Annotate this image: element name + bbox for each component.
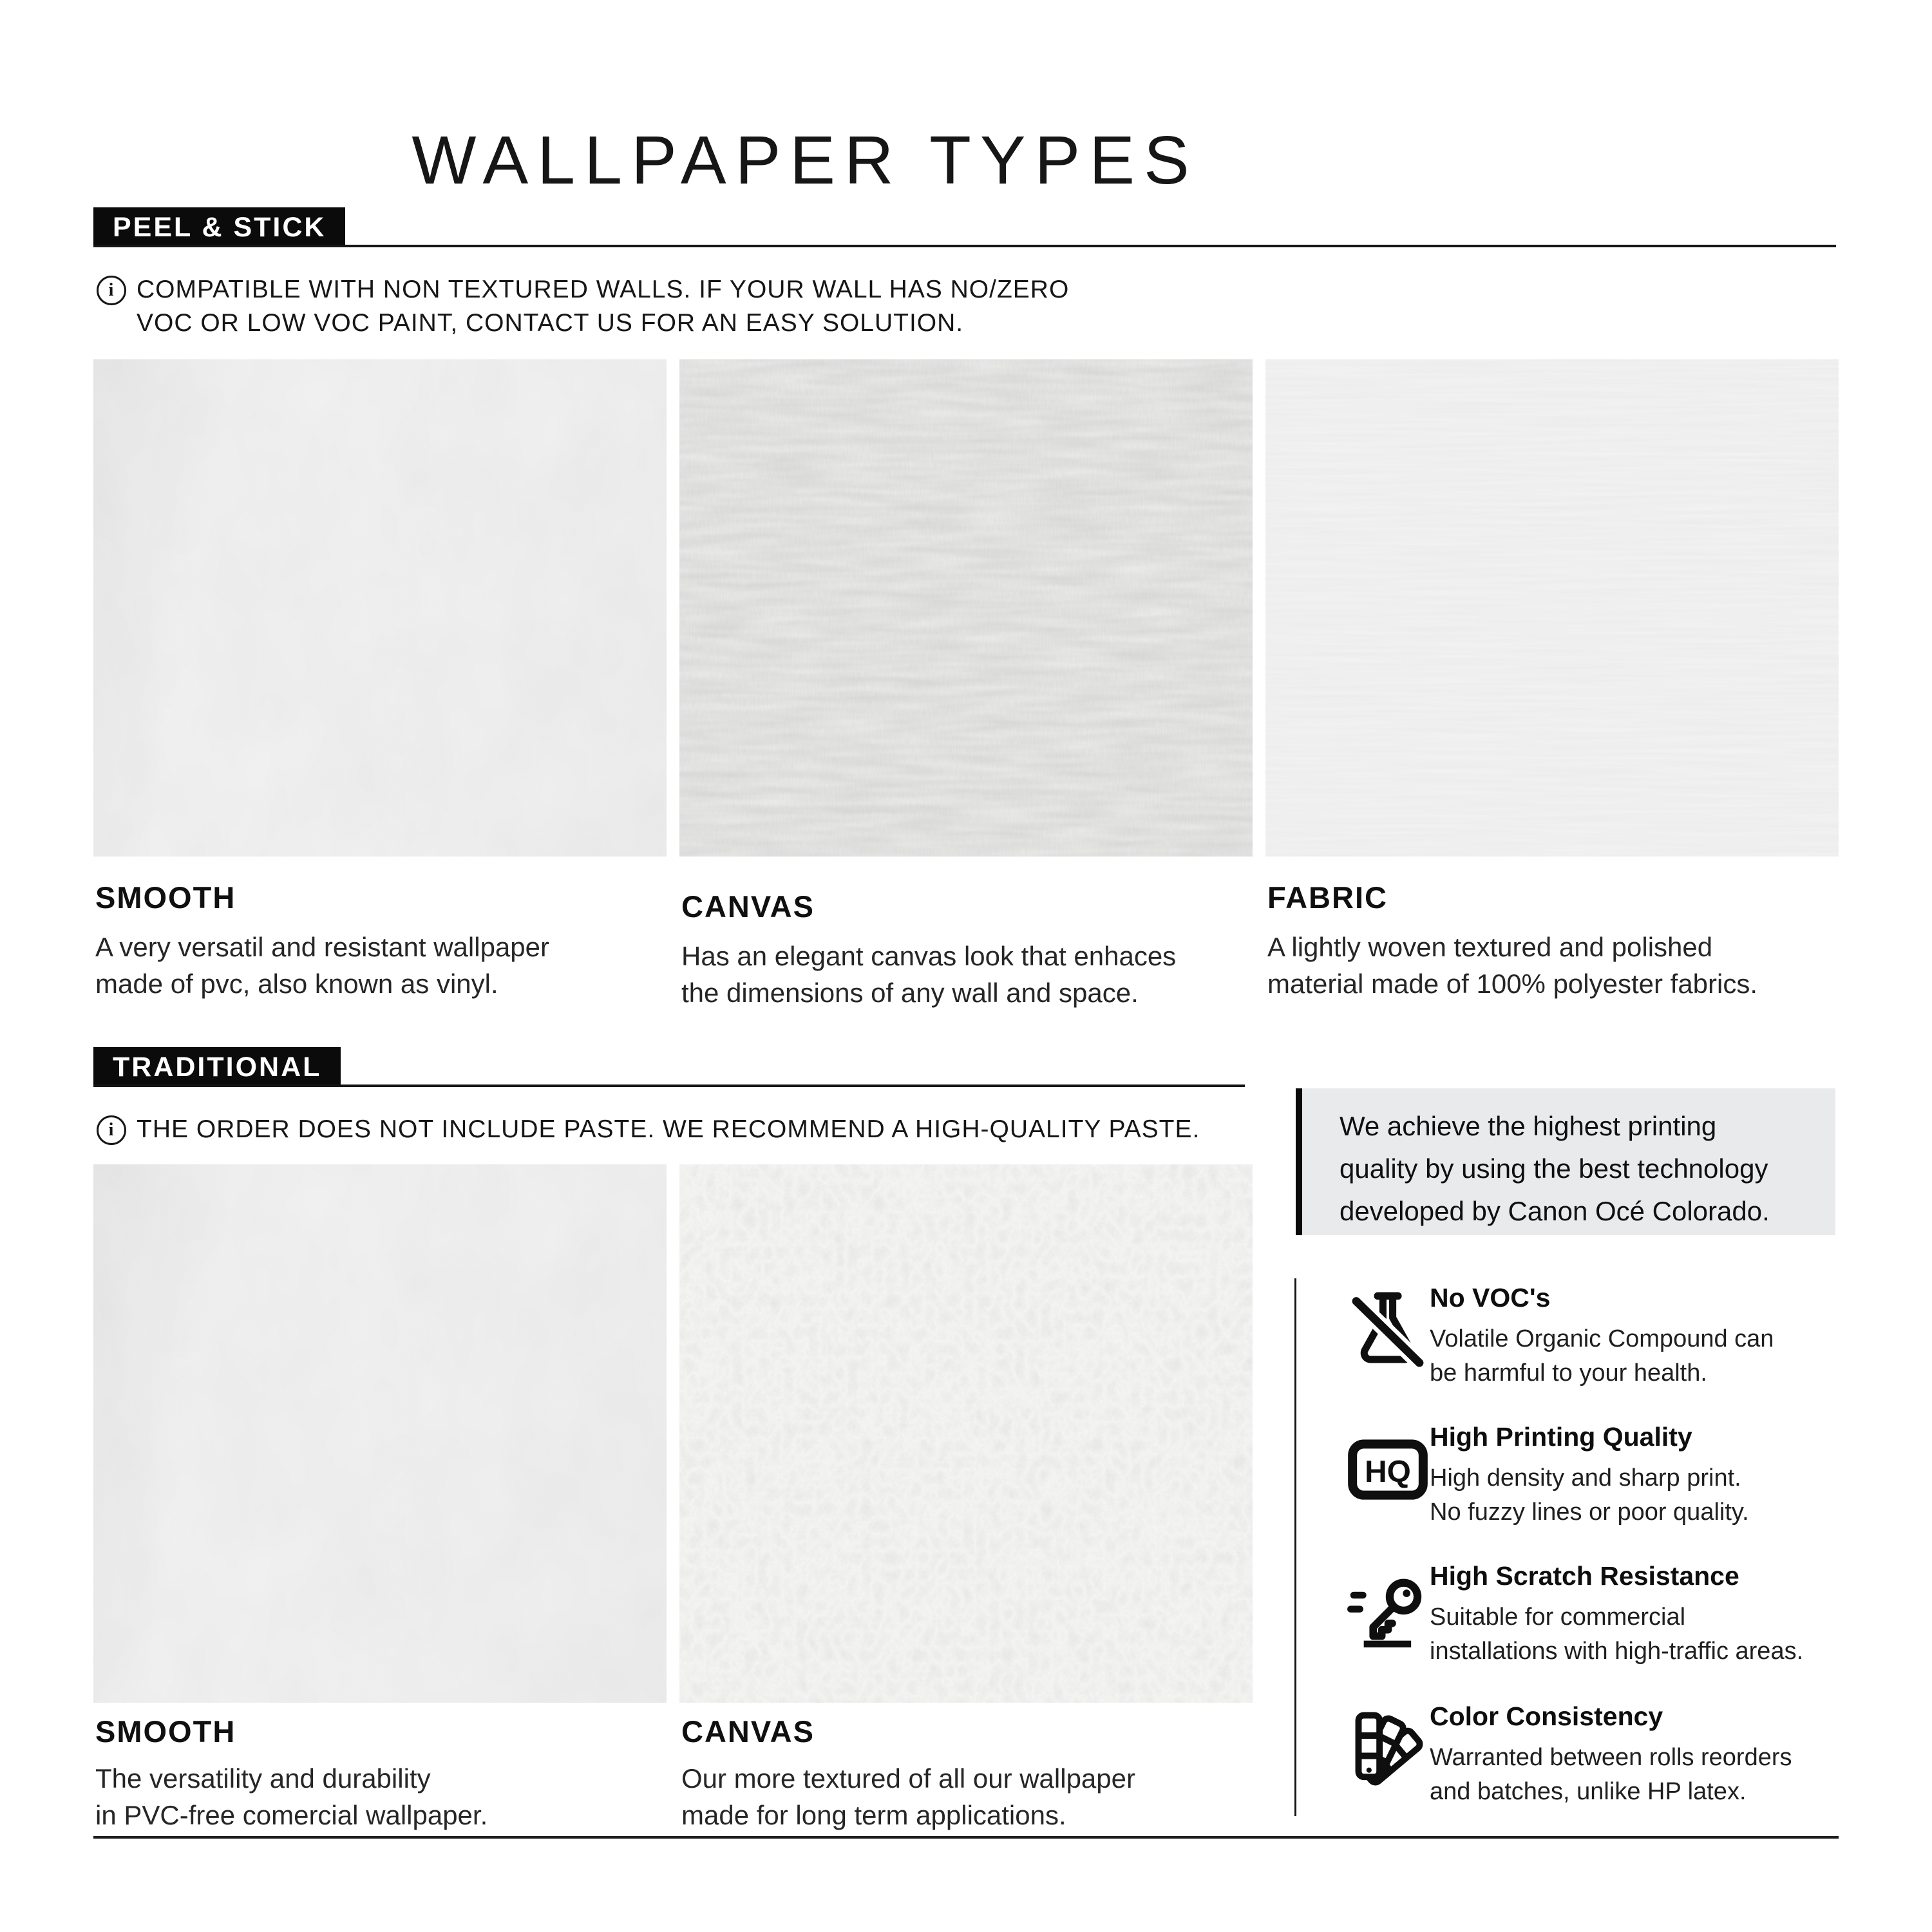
swatch-image-traditional-smooth <box>93 1164 667 1703</box>
hq-badge-icon <box>1343 1425 1433 1515</box>
traditional-note <box>97 1113 1200 1146</box>
bottom-divider-rule <box>93 1836 1839 1839</box>
feature-text <box>1430 1701 1842 1809</box>
color-swatches-icon <box>1343 1704 1433 1794</box>
swatch-name-traditional-smooth: SMOOTH <box>95 1714 236 1748</box>
section-tag-peel-and-stick: PEEL & STICK <box>93 207 345 247</box>
feature-title: Color Consistency <box>1430 1701 1663 1731</box>
swatch-image-traditional-canvas <box>679 1164 1253 1703</box>
canvas-texture <box>679 359 1253 857</box>
svg-text:HQ: HQ <box>1365 1455 1411 1490</box>
section-rule-traditional <box>93 1084 1245 1087</box>
section-tag-traditional: TRADITIONAL <box>93 1047 341 1087</box>
swatch-image-peel-fabric <box>1265 359 1839 857</box>
section-rule-peel-and-stick <box>93 245 1836 247</box>
feature-title: High Scratch Resistance <box>1430 1561 1739 1591</box>
features-divider-line <box>1294 1278 1296 1816</box>
printing-quality-panel <box>1296 1088 1835 1235</box>
smooth-texture <box>93 1164 667 1703</box>
feature-text <box>1430 1283 1842 1390</box>
swatch-name-traditional-canvas: CANVAS <box>681 1714 815 1748</box>
info-icon: i <box>97 276 126 305</box>
swatch-description-peel-canvas: Has an elegant canvas look that enhaces the dimensions of any wall and space. <box>681 941 1177 1008</box>
swatch-image-peel-smooth <box>93 359 667 857</box>
feature-description: Warranted between rolls reorders and batches, unlike HP latex. <box>1430 1744 1792 1805</box>
feature-description: High density and sharp print. No fuzzy lines or poor quality. <box>1430 1464 1749 1526</box>
note-text: THE ORDER DOES NOT INCLUDE PASTE. WE RECOMMEND A HIGH-QUALITY PASTE. <box>137 1115 1200 1143</box>
swatch-description-peel-fabric: A lightly woven textured and polished material made of 100% polyester fabrics. <box>1267 932 1758 999</box>
swatch-name-peel-canvas: CANVAS <box>681 889 815 923</box>
peel-and-stick-note <box>97 273 1069 340</box>
note-text: COMPATIBLE WITH NON TEXTURED WALLS. IF YOUR WALL HAS NO/ZERO VOC OR LOW VOC PAINT, CONTACT US FOR AN EASY SOLUTION. <box>137 276 1070 337</box>
feature-high-scratch-resistance <box>1343 1561 1842 1669</box>
feature-high-printing-quality <box>1343 1422 1842 1530</box>
key-scratch-icon <box>1343 1564 1433 1654</box>
swatch-name-peel-fabric: FABRIC <box>1267 880 1388 914</box>
feature-text <box>1430 1422 1842 1530</box>
feature-text <box>1430 1561 1842 1669</box>
printing-quality-note: We achieve the highest printing quality by using the best technology developed by Canon Océ Colorado. <box>1340 1111 1770 1226</box>
feature-color-consistency <box>1343 1701 1842 1809</box>
info-icon: i <box>97 1115 126 1145</box>
swatch-description-traditional-smooth: The versatility and durability in PVC-free comercial wallpaper. <box>95 1763 488 1830</box>
swatch-name-peel-smooth: SMOOTH <box>95 880 236 914</box>
feature-description: Suitable for commercial installations with high-traffic areas. <box>1430 1604 1804 1665</box>
fabric-texture <box>1265 359 1839 857</box>
no-voc-flask-icon <box>1343 1285 1433 1376</box>
page-title: WALLPAPER TYPES <box>412 122 1198 199</box>
swatch-image-peel-canvas <box>679 359 1253 857</box>
rough-canvas-texture <box>679 1164 1253 1703</box>
smooth-texture <box>93 359 667 857</box>
feature-description: Volatile Organic Compound can be harmful to your health. <box>1430 1325 1774 1387</box>
feature-title: No VOC's <box>1430 1283 1551 1312</box>
swatch-description-traditional-canvas: Our more textured of all our wallpaper made for long term applications. <box>681 1763 1135 1830</box>
feature-title: High Printing Quality <box>1430 1422 1692 1452</box>
feature-no-voc <box>1343 1283 1842 1390</box>
swatch-description-peel-smooth: A very versatil and resistant wallpaper made of pvc, also known as vinyl. <box>95 932 549 999</box>
